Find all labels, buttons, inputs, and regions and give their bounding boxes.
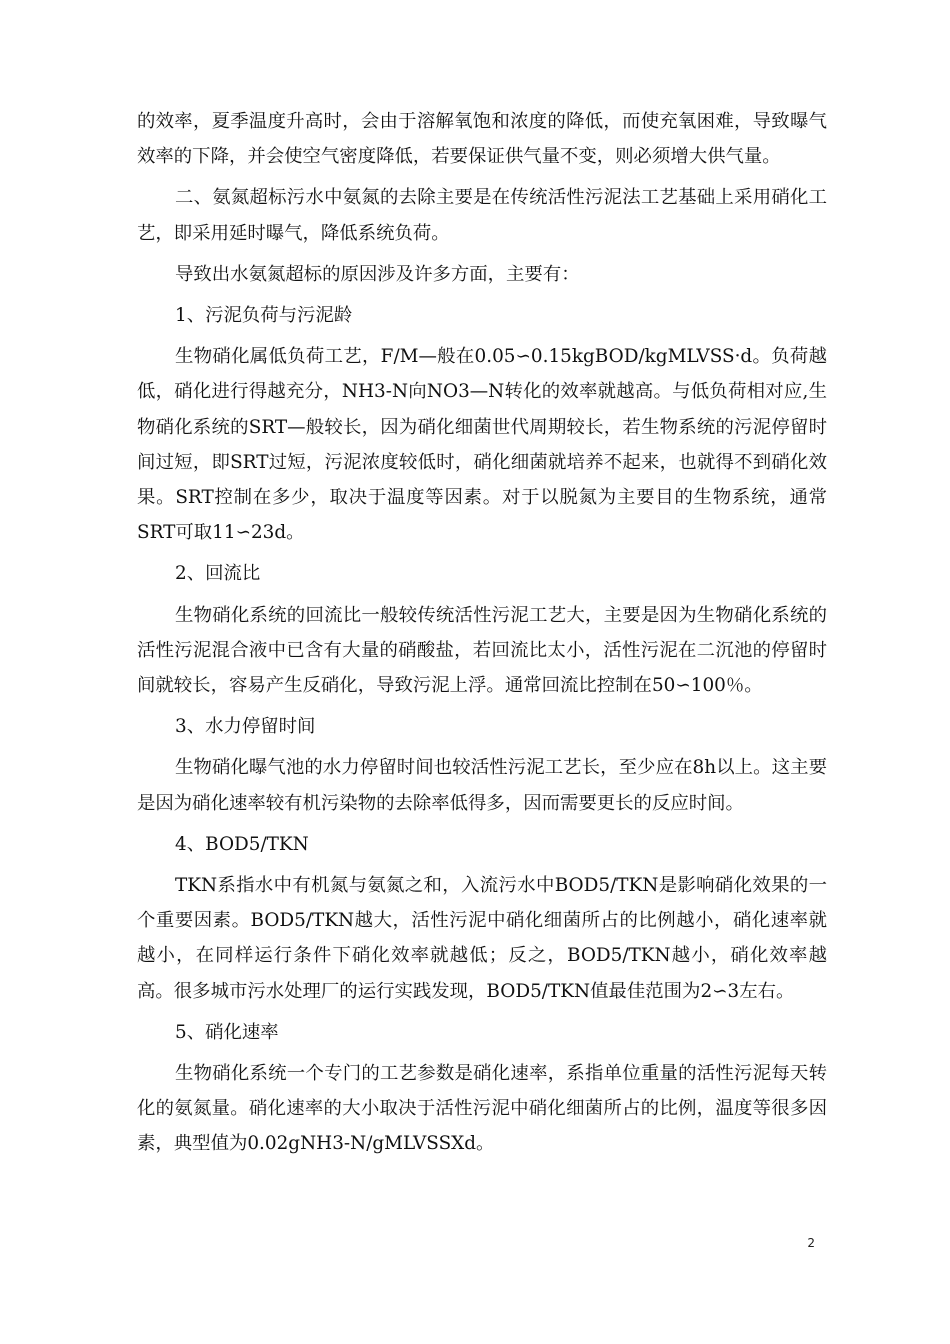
paragraph-bod5-tkn: TKN系指水中有机氮与氨氮之和，入流污水中BOD5/TKN是影响硝化效果的一个重要因素。BOD5/TKN越大，活性污泥中硝化细菌所占的比例越小，硝化速率就越小，在同样运行条件下硝化效率就越低；反之，BOD5/TKN越小，硝化效率越高。很多城市污水处理厂的运行实践发现，BOD5/TKN值最佳范围为2∽3左右。 — [137, 875, 827, 1002]
heading-nitrification-rate: 5、硝化速率 — [175, 1021, 279, 1043]
paragraph-continuation: 的效率，夏季温度升高时，会由于溶解氧饱和浓度的降低，而使充氧困难，导致曝气效率的下降，并会使空气密度降低，若要保证供气量不变，则必须增大供气量。 — [137, 111, 827, 168]
page-number: 2 — [807, 1236, 815, 1250]
paragraph-nitrification-rate: 生物硝化系统一个专门的工艺参数是硝化速率，系指单位重量的活性污泥每天转化的氨氮量。硝化速率的大小取决于活性污泥中硝化细菌所占的比例，温度等很多因素，典型值为0.02gNH3-N/gMLVSSXd。 — [137, 1063, 827, 1155]
heading-retention-time: 3、水力停留时间 — [175, 716, 316, 738]
paragraph-reflux-ratio: 生物硝化系统的回流比一般较传统活性污泥工艺大，主要是因为生物硝化系统的活性污泥混合液中已含有大量的硝酸盐，若回流比太小，活性污泥在二沉池的停留时间就较长，容易产生反硝化，导致污泥上浮。通常回流比控制在50∽100％。 — [137, 604, 827, 697]
paragraph-ammonia-intro: 二、氨氮超标污水中氨氮的去除主要是在传统活性污泥法工艺基础上采用硝化工艺，即采用延时曝气，降低系统负荷。 — [137, 187, 827, 244]
paragraph-sludge-load: 生物硝化属低负荷工艺，F/M—般在0.05∽0.15kgBOD/kgMLVSS·d。负荷越低，硝化进行得越充分，NH3-N向NO3—N转化的效率就越高。与低负荷相对应,生物硝化系统的SRT—般较长，因为硝化细菌世代周期较长，若生物系统的污泥停留时间过短，即SRT过短，污泥浓度较低时，硝化细菌就培养不起来，也就得不到硝化效果。SRT控制在多少，取决于温度等因素。对于以脱氮为主要目的生物系统，通常SRT可取11∽23d。 — [137, 346, 827, 544]
paragraph-retention-time: 生物硝化曝气池的水力停留时间也较活性污泥工艺长，至少应在8h以上。这主要是因为硝化速率较有机污染物的去除率低得多，因而需要更长的反应时间。 — [137, 757, 827, 814]
heading-sludge-load: 1、污泥负荷与污泥龄 — [175, 305, 353, 327]
heading-reflux-ratio: 2、回流比 — [175, 563, 261, 585]
paragraph-causes-intro: 导致出水氨氮超标的原因涉及许多方面，主要有： — [175, 263, 580, 285]
heading-bod5-tkn: 4、BOD5/TKN — [175, 833, 309, 855]
document-body — [137, 104, 827, 1168]
